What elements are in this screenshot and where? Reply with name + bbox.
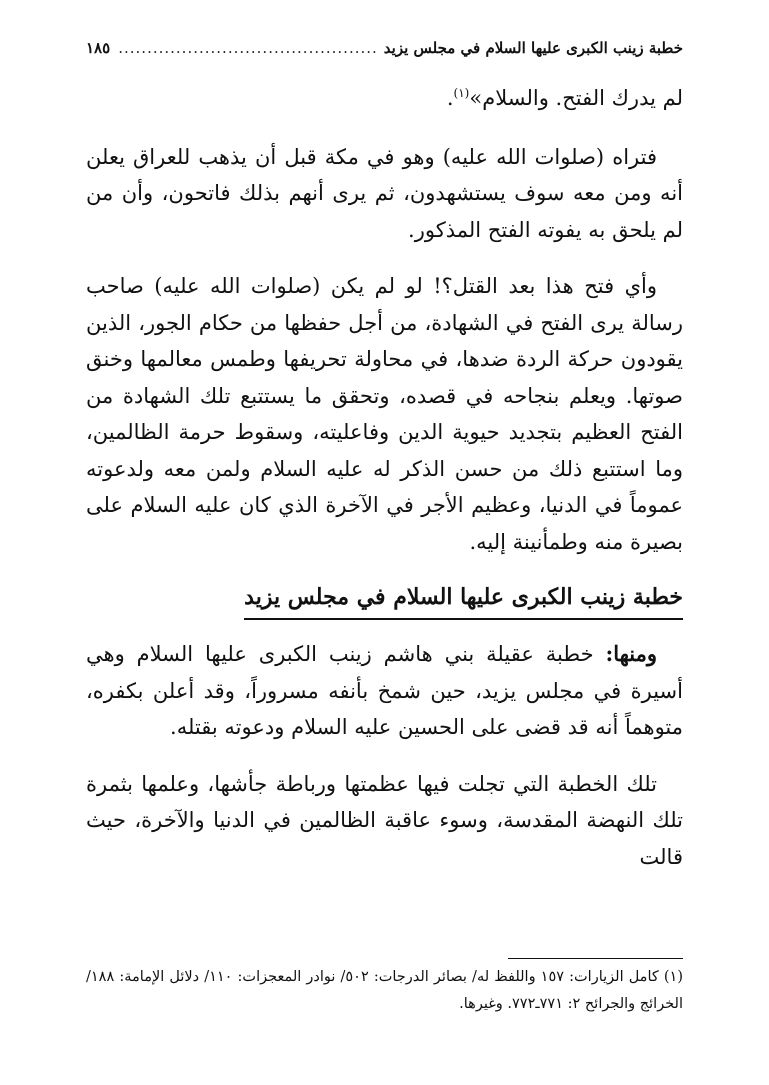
paragraph-1-text: لم يدرك الفتح. والسلام» bbox=[469, 86, 683, 110]
paragraph-5: تلك الخطبة التي تجلت فيها عظمتها ورباطة جأشها، وعلمها بثمرة تلك النهضة المقدسة، وسوء عاقبة الظالمين في الدنيا والآخرة، حيث قالت bbox=[86, 771, 683, 869]
paragraph-1-end: . bbox=[446, 86, 454, 110]
footnotes bbox=[86, 964, 683, 1018]
header-title: خطبة زينب الكبرى عليها السلام في مجلس يزيد bbox=[383, 39, 683, 57]
running-header bbox=[86, 36, 683, 60]
paragraph-2: فتراه (صلوات الله عليه) وهو في مكة قبل أن يذهب للعراق يعلن أنه ومن معه سوف يستشهدون، ثم يرى أنهم بذلك فاتحون، وأن من لم يلحق به يفوته الفتح المذكور. bbox=[86, 144, 683, 242]
paragraph-4-text: خطبة عقيلة بني هاشم زينب الكبرى عليها السلام وهي أسيرة في مجلس يزيد، حين شمخ بأنفه مسروراً، وقد أعلن بكفره، متوهماً أنه قد قضى على الحسين عليه السلام ودعوته بقتله. bbox=[86, 642, 683, 739]
main-text bbox=[86, 80, 683, 895]
section-heading-text: خطبة زينب الكبرى عليها السلام في مجلس يزيد bbox=[244, 580, 683, 620]
footnote-marker-1: (١) bbox=[453, 86, 470, 100]
paragraph-1 bbox=[86, 80, 683, 117]
footnote-1: (١) كامل الزيارات: ١٥٧ واللفظ له/ بصائر الدرجات: ٥٠٢/ نوادر المعجزات: ١١٠/ دلائل الإمامة: ١٨٨/ الخرائج والجرائح ٢: ٧٧١ـ٧٧٢. وغيرها. bbox=[86, 969, 683, 1012]
header-leader-dots bbox=[116, 39, 378, 57]
section-heading bbox=[86, 580, 683, 620]
paragraph-4 bbox=[86, 636, 683, 746]
page-number: ١٨٥ bbox=[86, 39, 111, 57]
paragraph-4-lead: ومنها: bbox=[605, 641, 657, 666]
paragraph-3: وأي فتح هذا بعد القتل؟! لو لم يكن (صلوات الله عليه) صاحب رسالة يرى الفتح في الشهادة، من أجل حفظها من حكام الجور، الذين يقودون حركة الردة ضدها، في محاولة تحريفها وطمس معالمها وخنق صوتها. ويعلم بنجاحه في قصده، وتحقق ما يستتبع تلك الشهادة من الفتح العظيم بتجديد حيوية الدين وفاعليته، وسقوط حرمة الظالمين، وما استتبع ذلك من حسن الذكر له عليه السلام ولمن معه ولدعوته عموماً في الدنيا، وعظيم الأجر في الآخرة الذي كان عليه السلام على بصيرة منه وطمأنينة إليه. bbox=[86, 274, 683, 554]
footnote-divider bbox=[508, 958, 683, 959]
